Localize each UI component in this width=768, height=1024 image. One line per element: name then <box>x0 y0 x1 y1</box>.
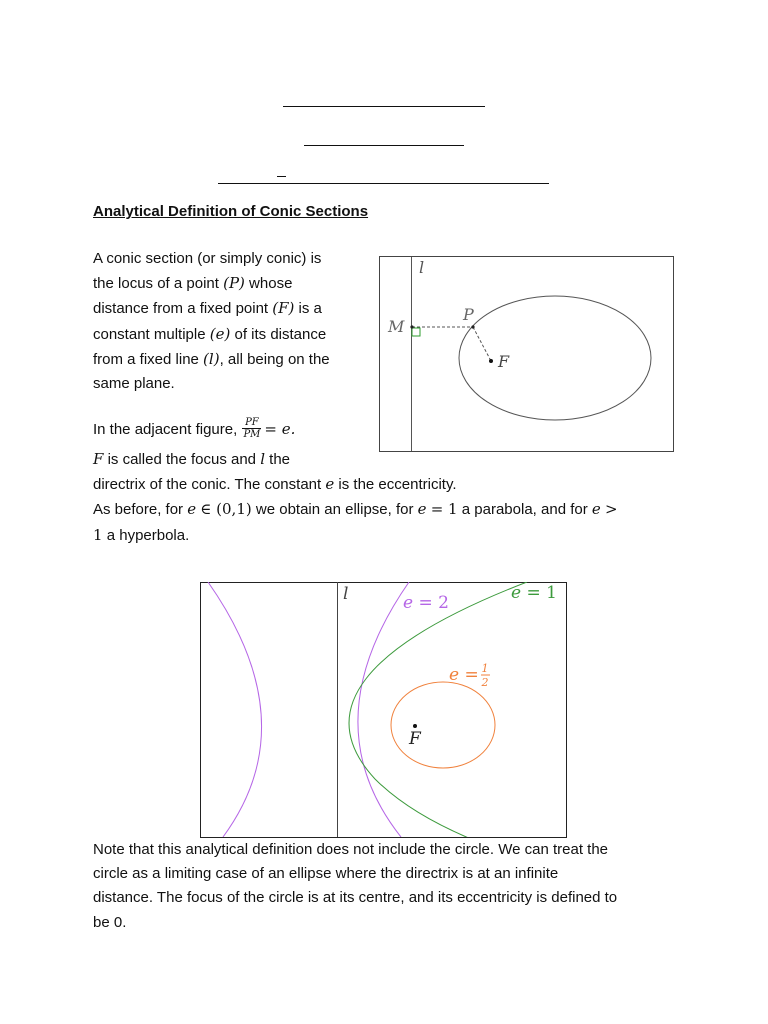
math-symbol: e <box>417 500 427 519</box>
text-run: constant multiple <box>93 325 210 343</box>
math-symbol: (P) <box>223 274 245 293</box>
label-p: P <box>463 305 474 324</box>
label-e-equals-1 <box>511 583 557 603</box>
figure-eccentricity-comparison <box>199 581 569 839</box>
text-run: a hyperbola. <box>102 526 190 544</box>
focus-line <box>93 472 618 497</box>
text-run: A conic section (or simply conic) is <box>93 250 322 267</box>
adjacent-suffix: = e. <box>264 420 296 438</box>
ehalf-numerator: 1 <box>481 662 489 675</box>
text-run: circle as a limiting case of an ellipse where the directrix is at an infinite <box>93 865 559 883</box>
math-symbol: (l) <box>203 349 220 368</box>
label-l: l <box>419 258 425 277</box>
math-symbol: l <box>260 450 265 468</box>
focus-paragraph <box>93 447 618 548</box>
math-symbol: e <box>591 500 601 519</box>
text-run: a parabola, and for <box>457 501 592 519</box>
figure-ellipse-directrix <box>379 256 675 453</box>
fraction-denominator: PM <box>243 428 261 440</box>
intro-line <box>93 347 330 372</box>
title-rule-3 <box>218 183 549 184</box>
text-run: , all being on the <box>219 350 330 368</box>
math-symbol: (F) <box>272 299 295 318</box>
title-rule-1 <box>283 106 485 107</box>
intro-line <box>93 296 330 321</box>
text-run: be 0. <box>93 913 127 931</box>
math-expression: > <box>604 500 618 519</box>
e1-value: 1 <box>546 583 557 603</box>
text-run: is called the focus and <box>103 451 261 468</box>
text-run: Note that this analytical definition does not include the circle. We can treat the <box>93 841 609 858</box>
point-m-dot <box>410 325 413 328</box>
text-run: is a <box>294 300 322 318</box>
text-run: whose <box>244 275 293 293</box>
focus-dot-2 <box>413 724 417 728</box>
focus-line <box>93 497 618 522</box>
text-run: the locus of a point <box>93 275 224 293</box>
note-line <box>93 862 617 886</box>
intro-line <box>93 372 330 396</box>
e1-prefix: e = <box>511 583 547 603</box>
e2-value: 2 <box>438 593 449 613</box>
label-f: F <box>498 352 510 371</box>
math-symbol: e <box>325 475 335 494</box>
figure2-frame <box>201 583 567 838</box>
math-expression: 1 <box>93 525 103 544</box>
ehalf-prefix: e = <box>449 665 479 685</box>
adjacent-prefix: In the adjacent figure, <box>93 421 242 438</box>
math-expression: = 1 <box>430 500 458 519</box>
text-run: from a fixed line <box>93 350 204 368</box>
text-run: we obtain an ellipse, for <box>251 501 418 519</box>
fraction-numerator: PF <box>242 417 261 429</box>
text-run: As before, for <box>93 501 188 519</box>
math-symbol: e <box>187 500 197 519</box>
intro-paragraph <box>93 247 330 396</box>
label-m: M <box>388 317 405 336</box>
e2-prefix: e = <box>403 593 439 613</box>
label-f-2: F <box>409 729 421 749</box>
focus-f-dot <box>489 359 493 363</box>
text-run: directrix of the conic. The constant <box>93 476 326 494</box>
label-e-equals-2 <box>403 593 449 613</box>
math-symbol: F <box>93 450 104 468</box>
note-line <box>93 886 617 910</box>
point-p-dot <box>471 325 474 328</box>
figure1-frame <box>380 257 674 452</box>
intro-line <box>93 271 330 296</box>
text-run: the <box>265 451 291 468</box>
note-line <box>93 838 617 862</box>
math-symbol: (e) <box>209 324 231 343</box>
math-expression: ∈ (0,1) <box>200 500 252 519</box>
text-run: of its distance <box>230 325 327 343</box>
focus-line <box>93 523 618 548</box>
text-run: distance from a fixed point <box>93 300 273 318</box>
label-l-2: l <box>343 584 349 604</box>
intro-line <box>93 322 330 347</box>
intro-line <box>93 247 330 271</box>
pf-over-pm-fraction <box>242 417 261 440</box>
section-heading: Analytical Definition of Conic Sections <box>93 203 369 220</box>
ehalf-denominator: 2 <box>481 676 489 689</box>
text-run: distance. The focus of the circle is at its centre, and its eccentricity is defined to <box>93 889 618 907</box>
label-e-equals-half <box>449 662 490 689</box>
title-rule-2 <box>304 145 464 146</box>
text-run: is the eccentricity. <box>334 476 457 494</box>
title-dash <box>277 176 286 177</box>
note-line <box>93 911 617 935</box>
adjacent-figure-line <box>93 417 295 442</box>
note-paragraph <box>93 838 617 935</box>
text-run: same plane. <box>93 375 175 393</box>
